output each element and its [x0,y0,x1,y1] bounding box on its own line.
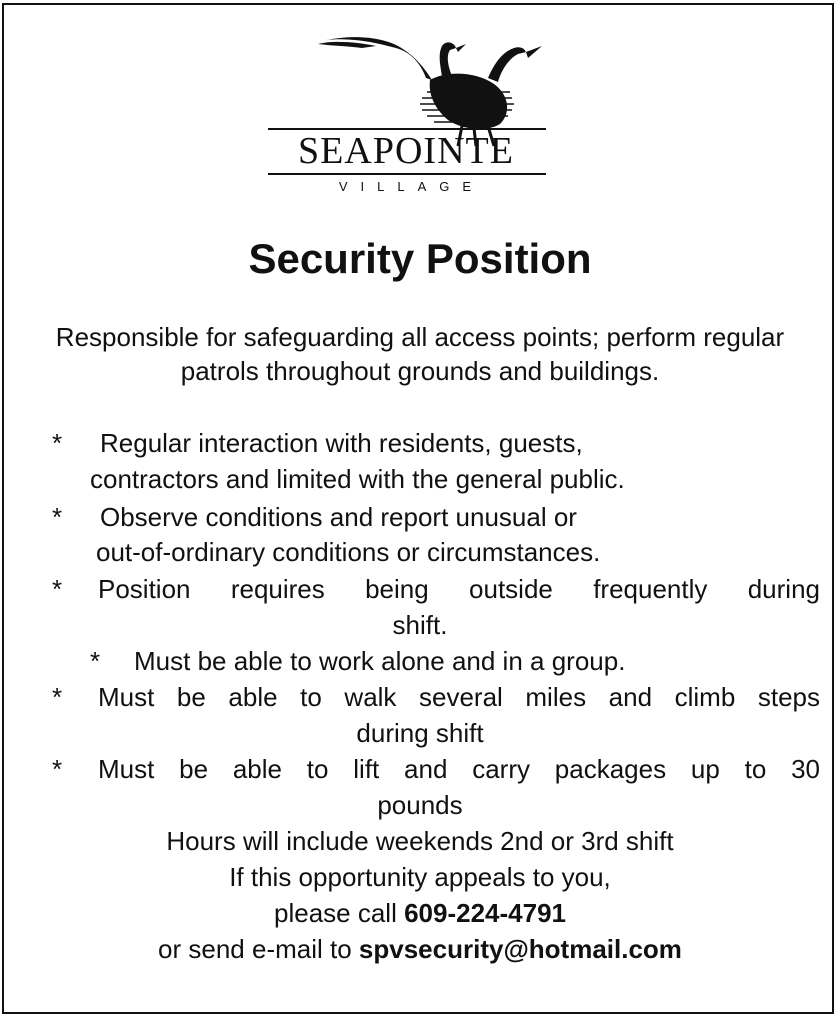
email-line [0,932,840,966]
page-title: Security Position [248,235,592,282]
phone-number[interactable]: 609-224-4791 [404,898,566,928]
bullet-marker: * [90,646,101,676]
bullet-marker: * [52,502,63,532]
bullet-marker: * [52,682,63,712]
logo-wordmark: SEAPOINTE [298,130,514,172]
bullet-6-line-2: pounds [377,790,463,820]
call-prefix: please call [274,898,405,928]
appeal-text: If this opportunity appeals to you, [229,862,611,892]
logo-subtitle: VILLAGE [338,179,485,194]
bullet-5-line-1: Must be able to walk several miles and climb steps [98,682,820,712]
bullet-2-line-1: Observe conditions and report unusual or [100,502,577,532]
email-prefix: or send e-mail to [158,934,359,964]
bullet-marker: * [52,754,63,784]
hours-text: Hours will include weekends 2nd or 3rd shift [166,826,674,856]
email-address[interactable]: spvsecurity@hotmail.com [358,934,682,964]
bullet-6-line-1: Must be able to lift and carry packages up to 30 [98,754,820,784]
bullet-3-line-2: shift. [392,610,448,640]
bullet-marker: * [52,428,63,458]
bullet-marker: * [52,574,63,604]
bullet-2-line-2: out-of-ordinary conditions or circumstances. [96,537,601,567]
call-line [0,896,840,930]
bullet-1-line-2: contractors and limited with the general public. [90,464,625,494]
bullet-4-line-1: Must be able to work alone and in a group. [134,646,626,676]
bullet-5-line-2: during shift [356,718,484,748]
bullet-1-line-1: Regular interaction with residents, guests, [100,428,583,458]
bullet-3-line-1: Position requires being outside frequently during [98,574,820,604]
intro-paragraph: Responsible for safeguarding all access points; perform regular patrols throughout grounds and buildings. [55,322,785,386]
